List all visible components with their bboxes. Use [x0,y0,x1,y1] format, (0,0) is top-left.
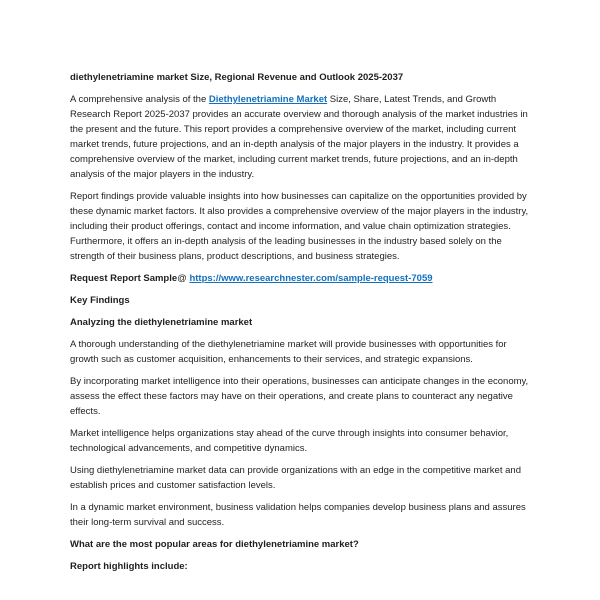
dynamic-environment-paragraph: In a dynamic market environment, business validation helps companies develop business plans and assures their long-term survival and success. [70,502,526,528]
understanding-paragraph: A thorough understanding of the diethylenetriamine market will provide businesses with opportunities for growth such as customer acquisition, enhancements to their services, and strategic expansions. [70,339,507,365]
market-intelligence-paragraph: Market intelligence helps organizations stay ahead of the curve through insights into consumer behavior, technological advancements, and competitive dynamics. [70,428,509,454]
request-sample-at-separator: @ [177,273,190,284]
intro-paragraph [70,92,532,182]
intro-text-before-link: A comprehensive analysis of the [70,94,209,105]
intro-text-after-link: Size, Share, Latest Trends, and Growth Research Report 2025-2037 provides an accurate overview and thorough analysis of the market industries in the present and the future. This report provides a comprehensive overview of the market, including current market trends, future projections, and an in-depth analysis of the major players in the industry. It provides a comprehensive overview of the market, including current market trends, future projections, and an in-depth analysis of the major players in the industry. [70,94,528,180]
key-findings-heading: Key Findings [70,295,130,306]
analyzing-market-heading: Analyzing the diethylenetriamine market [70,317,253,328]
sample-request-url-link[interactable]: https://www.researchnester.com/sample-request-7059 [189,273,433,284]
incorporating-intelligence-paragraph: By incorporating market intelligence into their operations, businesses can anticipate changes in the economy, assess the effect these factors may have on their operations, and create plans to counteract any negative effects. [70,376,529,417]
document-title: diethylenetriamine market Size, Regional Revenue and Outlook 2025-2037 [70,72,404,83]
diethylenetriamine-market-link[interactable]: Diethylenetriamine Market [208,94,328,105]
request-sample-label: Request Report Sample [70,273,178,284]
popular-areas-heading: What are the most popular areas for diethylenetriamine market? [70,539,359,550]
report-findings-paragraph: Report findings provide valuable insights into how businesses can capitalize on the opportunities provided by these dynamic market factors. It also provides a comprehensive overview of the major players in the industry, including their product offerings, contact and income information, and value chain optimization strategies. Furthermore, it offers an in-depth analysis of the leading businesses in the industry based solely on the strength of their business plans, product descriptions, and business strategies. [70,191,529,262]
request-sample-line [70,271,532,286]
using-market-data-paragraph: Using diethylenetriamine market data can provide organizations with an edge in the competitive market and establish prices and customer satisfaction levels. [70,465,521,491]
report-highlights-heading: Report highlights include: [70,561,188,572]
